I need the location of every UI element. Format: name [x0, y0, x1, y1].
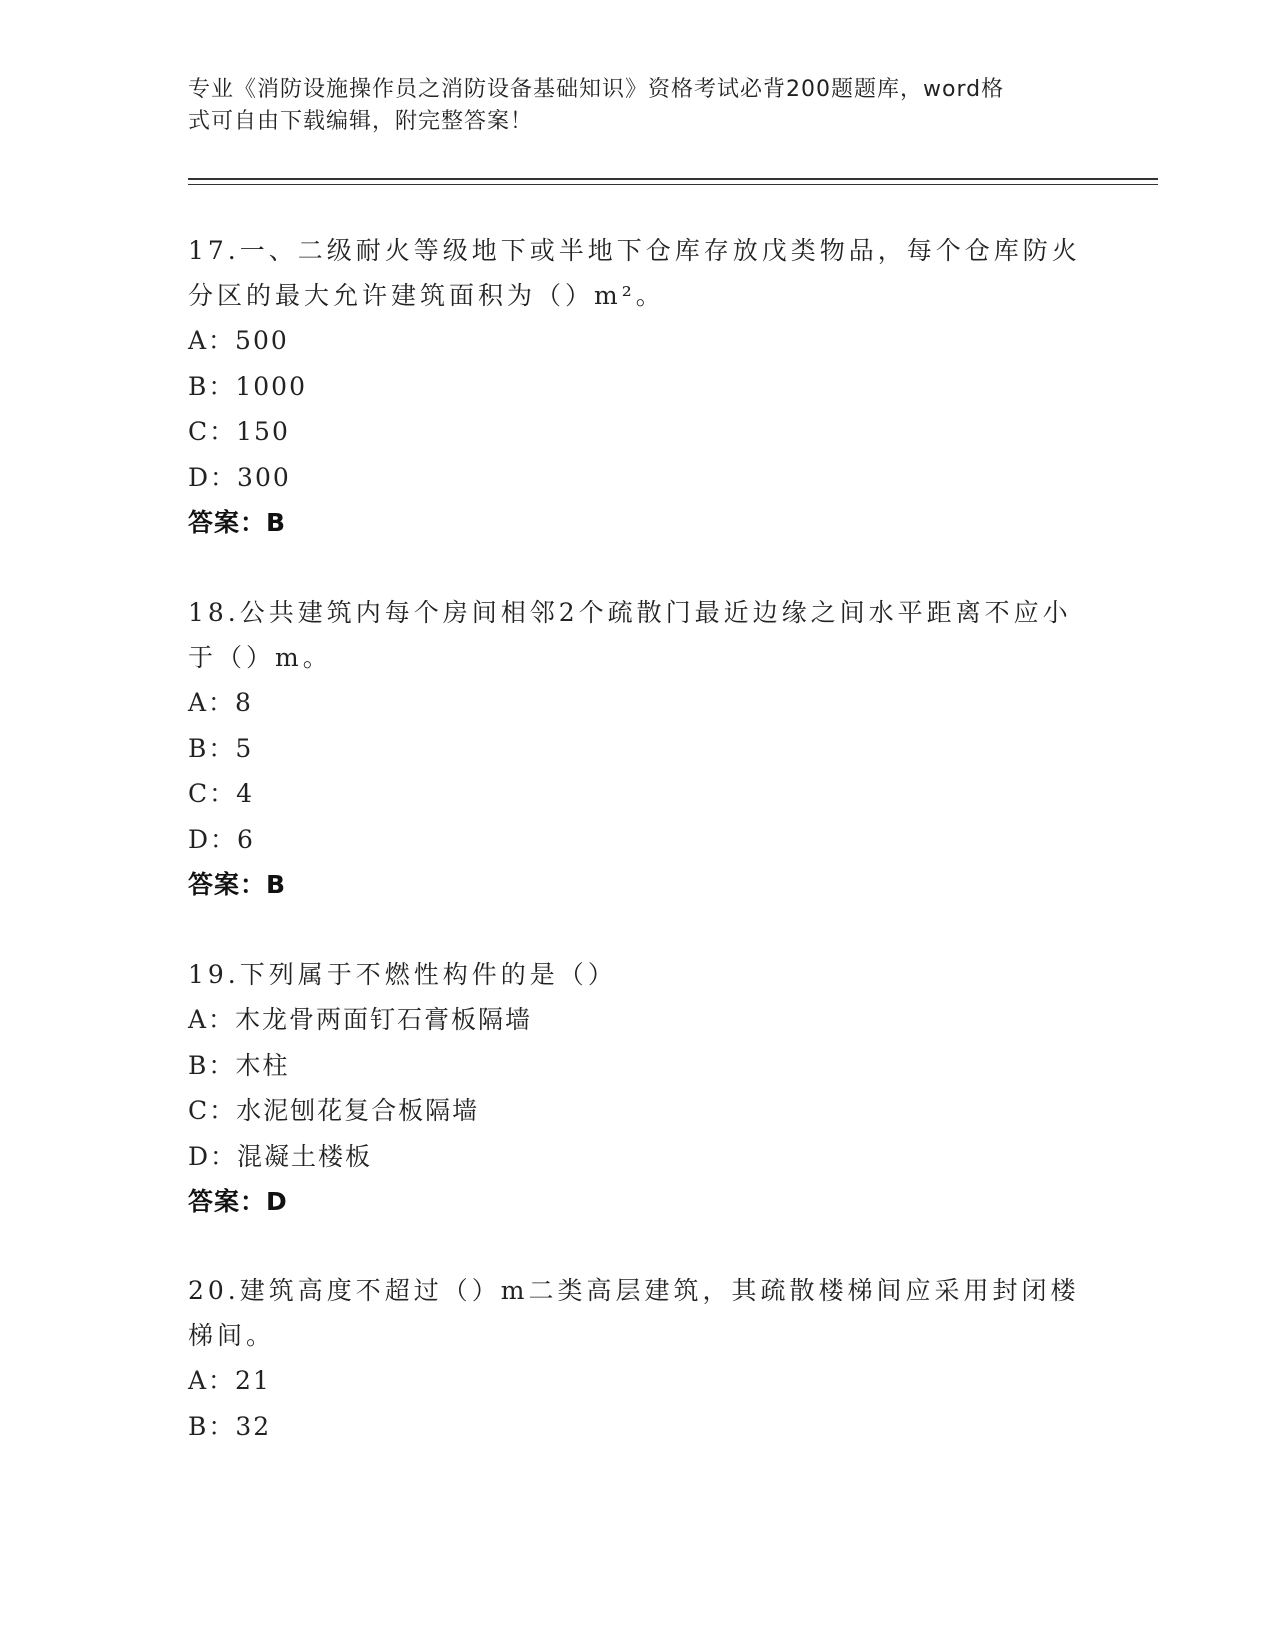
- option-b: B：1000: [188, 371, 307, 401]
- option-a: A：500: [188, 326, 289, 355]
- question-19: [188, 952, 1088, 1225]
- option-d: D：6: [188, 824, 255, 854]
- header-divider-thick: [188, 178, 1158, 180]
- question-stem-line: 19.下列属于不燃性构件的是（）: [188, 960, 617, 989]
- question-stem-line: 20.建筑高度不超过（）m二类高层建筑，其疏散楼梯间应采用封闭楼: [188, 1276, 1080, 1305]
- answer: 答案：B: [188, 870, 287, 899]
- question-stem-line: 17.一、二级耐火等级地下或半地下仓库存放戊类物品，每个仓库防火: [188, 236, 1081, 265]
- option-c: C：150: [188, 417, 290, 446]
- option-a: A：8: [188, 688, 253, 717]
- option-a: A：木龙骨两面钉石膏板隔墙: [188, 1005, 533, 1034]
- option-b: B：木柱: [188, 1050, 290, 1080]
- option-c: C：4: [188, 779, 255, 808]
- option-d: D：混凝土楼板: [188, 1141, 373, 1171]
- question-20: [188, 1268, 1088, 1449]
- option-b: B：5: [188, 733, 254, 763]
- option-d: D：300: [188, 462, 291, 492]
- question-stem-line: 梯间。: [188, 1321, 276, 1350]
- answer: 答案：B: [188, 508, 287, 537]
- question-stem-line: 于（）m。: [188, 643, 332, 672]
- answer: 答案：D: [188, 1187, 288, 1216]
- option-c: C：水泥刨花复合板隔墙: [188, 1096, 480, 1125]
- option-a: A：21: [188, 1366, 271, 1395]
- question-17: [188, 228, 1088, 546]
- question-stem-line: 18.公共建筑内每个房间相邻2个疏散门最近边缘之间水平距离不应小: [188, 598, 1072, 627]
- header-divider-thin: [188, 184, 1158, 185]
- question-stem-line: 分区的最大允许建筑面积为（）m²。: [188, 281, 665, 310]
- option-b: B：32: [188, 1411, 272, 1441]
- question-18: [188, 590, 1088, 908]
- document-header: [188, 74, 1068, 138]
- header-line-1: 专业《消防设施操作员之消防设备基础知识》资格考试必背200题题库，word格: [188, 77, 1005, 102]
- header-line-2: 式可自由下载编辑，附完整答案！: [188, 109, 534, 134]
